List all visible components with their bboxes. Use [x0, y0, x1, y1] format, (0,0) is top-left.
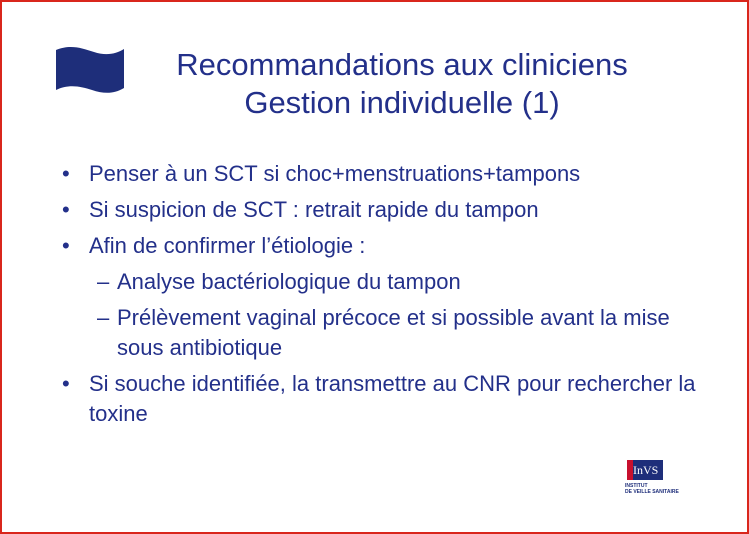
bullet-text: Si souche identifiée, la transmettre au CNR pour rechercher la toxine [89, 371, 696, 426]
title-line-1: Recommandations aux cliniciens [176, 47, 628, 82]
sub-bullet-marker: – [97, 305, 110, 330]
sub-bullet-text: Prélèvement vaginal précoce et si possible avant la mise sous antibiotique [117, 305, 670, 360]
bullet-list [62, 159, 712, 435]
logo-caption-line-1: INSTITUT [625, 483, 648, 489]
sub-bullet-marker: – [97, 269, 110, 294]
bullet-marker: • [62, 161, 70, 186]
bullet-text: Penser à un SCT si choc+menstruations+tampons [89, 161, 581, 186]
invs-logo [623, 460, 679, 502]
bullet-text: Si suspicion de SCT : retrait rapide du tampon [89, 197, 539, 222]
bullet-marker: • [62, 371, 70, 396]
bullet-item [62, 195, 712, 225]
logo-caption-line-2: DE VEILLE SANITAIRE [625, 489, 679, 495]
sub-bullet-item [62, 267, 712, 297]
logo-caption [625, 483, 679, 495]
sub-bullet-text: Analyse bactériologique du tampon [117, 269, 461, 294]
slide-title [112, 46, 692, 122]
title-line-2: Gestion individuelle (1) [244, 85, 560, 120]
bullet-item [62, 369, 712, 429]
bullet-item [62, 159, 712, 189]
logo-mark: InVS [633, 463, 659, 477]
bullet-text: Afin de confirmer l’étiologie : [89, 233, 366, 258]
bullet-marker: • [62, 233, 70, 258]
bullet-marker: • [62, 197, 70, 222]
sub-bullet-item [62, 303, 712, 363]
bullet-item [62, 231, 712, 261]
